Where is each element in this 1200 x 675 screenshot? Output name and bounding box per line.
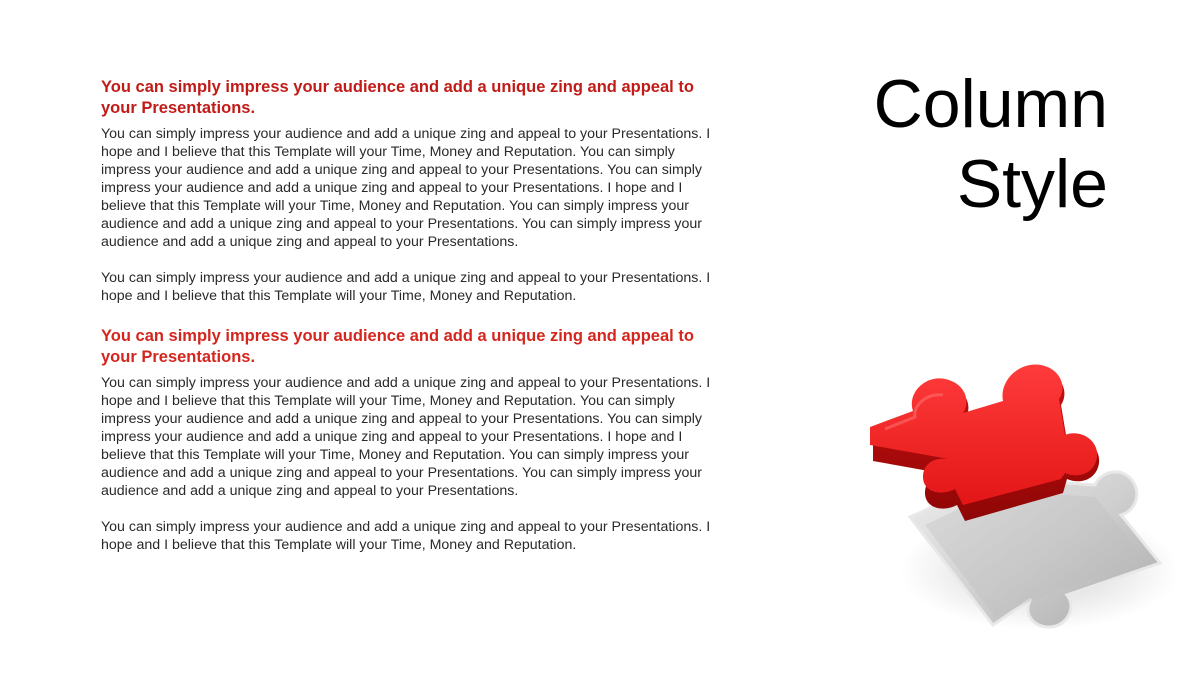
slide-title-line-2: Style <box>956 146 1108 222</box>
body-paragraph: You can simply impress your audience and add a unique zing and appeal to your Presentations. I hope and I believe that this Template will your Time, Money and Reputation. <box>101 270 711 304</box>
slide-title-line-1: Column <box>873 66 1108 142</box>
body-paragraph: You can simply impress your audience and add a unique zing and appeal to your Presentations. I hope and I believe that this Template will your Time, Money and Reputation. You can simply impress your audience and add a unique zing and appeal to your Presentations. You can simply impress your audience and add a unique zing and appeal to your Presentations. I hope and I believe that this Template will your Time, Money and Reputation. You can simply impress your audience and add a unique zing and appeal to your Presentations. You can simply impress your audience and add a unique zing and appeal to your Presentations. <box>101 126 711 250</box>
text-section-2 <box>101 326 721 554</box>
text-column <box>101 77 721 554</box>
body-paragraph: You can simply impress your audience and add a unique zing and appeal to your Presentations. I hope and I believe that this Template will your Time, Money and Reputation. You can simply impress your audience and add a unique zing and appeal to your Presentations. You can simply impress your audience and add a unique zing and appeal to your Presentations. I hope and I believe that this Template will your Time, Money and Reputation. You can simply impress your audience and add a unique zing and appeal to your Presentations. You can simply impress your audience and add a unique zing and appeal to your Presentations. <box>101 375 711 499</box>
section-heading: You can simply impress your audience and add a unique zing and appeal to your Presentations. <box>101 327 694 366</box>
text-section-1 <box>101 77 721 305</box>
puzzle-piece-icon <box>855 355 1175 640</box>
section-heading: You can simply impress your audience and add a unique zing and appeal to your Presentations. <box>101 78 694 117</box>
puzzle-illustration <box>855 355 1175 640</box>
slide-title <box>788 64 1108 224</box>
body-paragraph: You can simply impress your audience and add a unique zing and appeal to your Presentations. I hope and I believe that this Template will your Time, Money and Reputation. <box>101 519 711 553</box>
